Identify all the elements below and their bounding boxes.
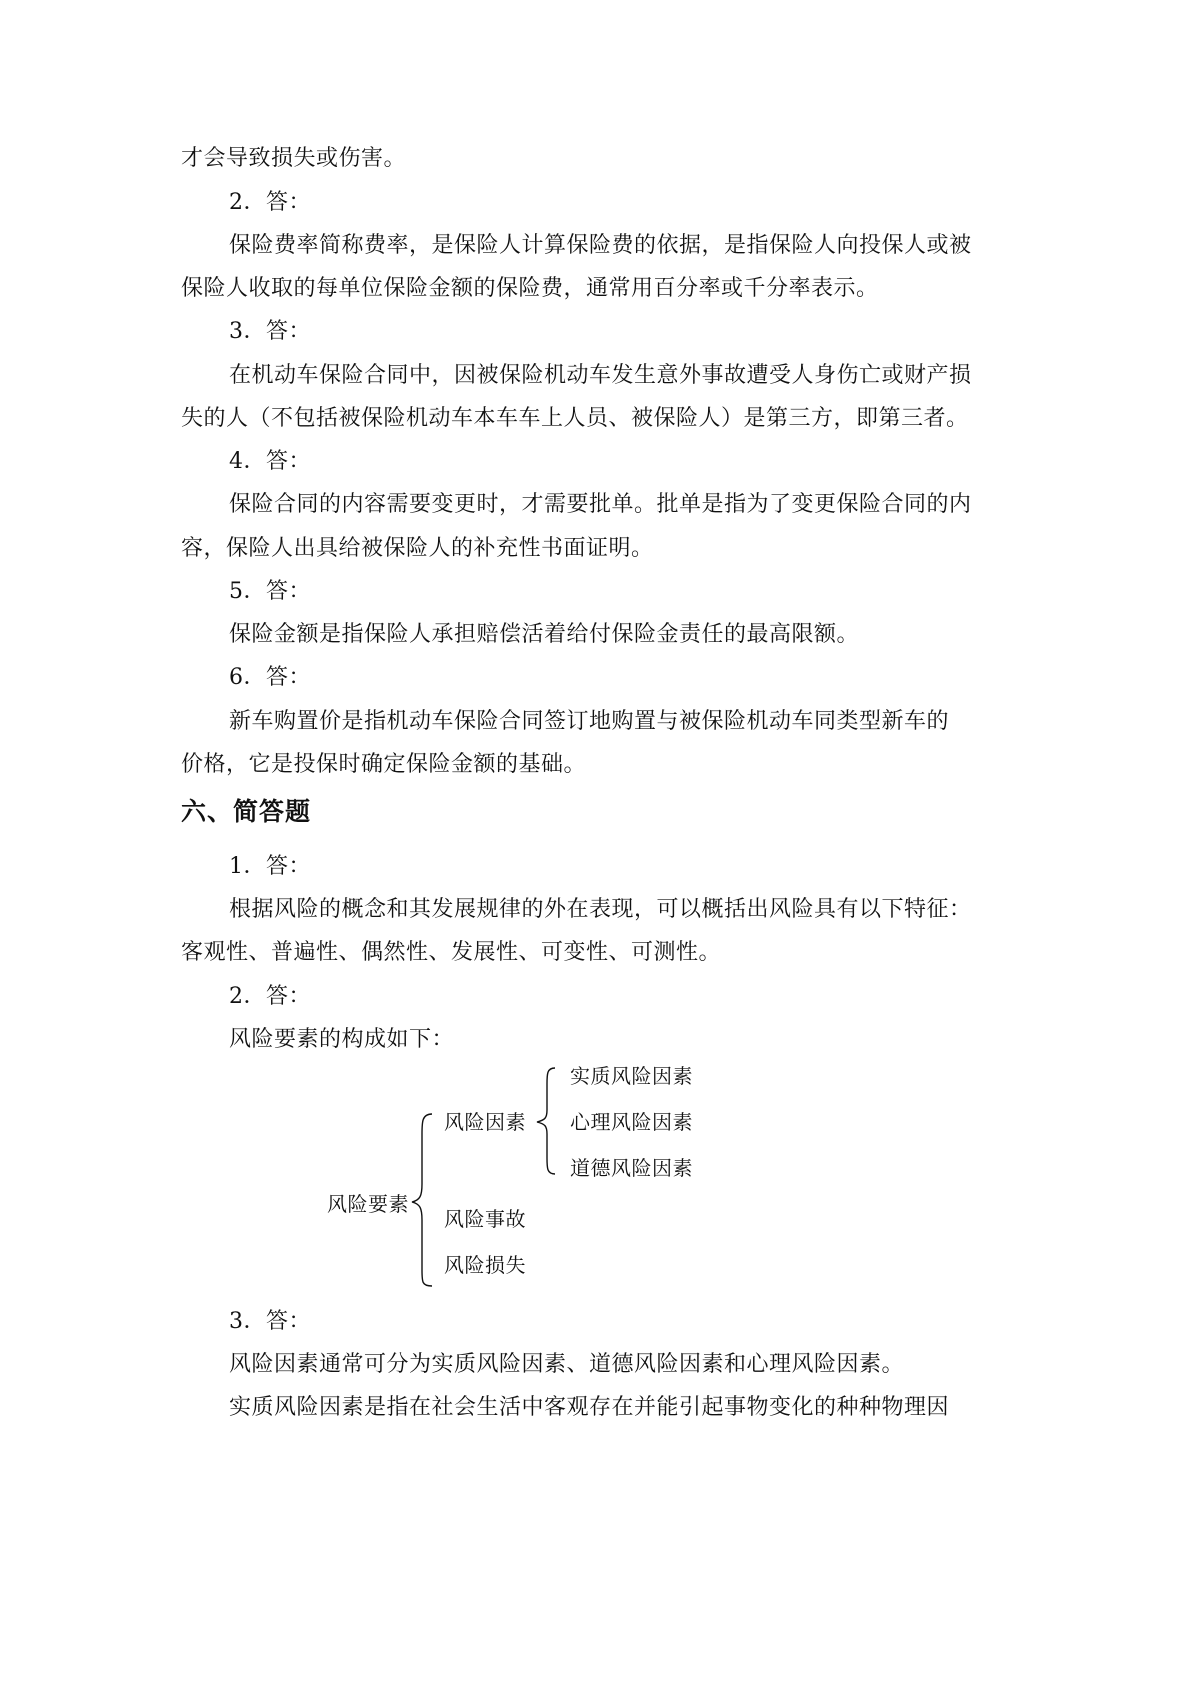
answer-label: 5．答： <box>229 579 311 604</box>
paragraph-line: 风险因素通常可分为实质风险因素、道德风险因素和心理风险因素。 <box>229 1352 905 1377</box>
paragraph-line: 保险人收取的每单位保险金额的保险费，通常用百分率或千分率表示。 <box>181 276 879 301</box>
paragraph-line: 在机动车保险合同中，因被保险机动车发生意外事故遭受人身伤亡或财产损 <box>229 363 972 388</box>
answer-label: 3．答： <box>229 1309 311 1334</box>
paragraph-line: 保险金额是指保险人承担赔偿活着给付保险金责任的最高限额。 <box>229 622 860 647</box>
tree-root-label: 风险要素 <box>327 1192 409 1216</box>
paragraph-line: 客观性、普遍性、偶然性、发展性、可变性、可测性。 <box>181 940 722 965</box>
answer-label: 4．答： <box>229 449 311 474</box>
paragraph-line: 根据风险的概念和其发展规律的外在表现，可以概括出风险具有以下特征： <box>229 897 972 922</box>
answer-label: 6．答： <box>229 665 311 690</box>
paragraph-line: 才会导致损失或伤害。 <box>181 146 407 171</box>
tree-leaf-physical-label: 实质风险因素 <box>570 1064 693 1088</box>
paragraph-line: 风险要素的构成如下： <box>229 1027 455 1052</box>
paragraph-line: 容，保险人出具给被保险人的补充性书面证明。 <box>181 536 654 561</box>
tree-leaf-psychological-label: 心理风险因素 <box>570 1110 693 1134</box>
paragraph-line: 新车购置价是指机动车保险合同签订地购置与被保险机动车同类型新车的 <box>229 709 950 734</box>
tree-branch-loss-label: 风险损失 <box>444 1253 526 1277</box>
tree-leaf-moral-label: 道德风险因素 <box>570 1156 693 1180</box>
paragraph-line: 保险合同的内容需要变更时，才需要批单。批单是指为了变更保险合同的内 <box>229 492 972 517</box>
answer-label: 2．答： <box>229 984 311 1009</box>
tree-branch-factor-label: 风险因素 <box>444 1110 526 1134</box>
paragraph-line: 价格，它是投保时确定保险金额的基础。 <box>181 752 587 777</box>
answer-label: 1．答： <box>229 854 311 879</box>
paragraph-line: 失的人（不包括被保险机动车本车车上人员、被保险人）是第三方，即第三者。 <box>181 406 969 431</box>
answer-label: 2．答： <box>229 190 311 215</box>
tree-branch-accident-label: 风险事故 <box>444 1207 526 1231</box>
paragraph-line: 保险费率简称费率，是保险人计算保险费的依据，是指保险人向投保人或被 <box>229 233 972 258</box>
answer-label: 3．答： <box>229 319 311 344</box>
root-brace-icon <box>410 1112 436 1288</box>
section-heading: 六、简答题 <box>181 797 312 826</box>
paragraph-line: 实质风险因素是指在社会生活中客观存在并能引起事物变化的种种物理因 <box>229 1395 950 1420</box>
factor-brace-icon <box>535 1066 559 1176</box>
